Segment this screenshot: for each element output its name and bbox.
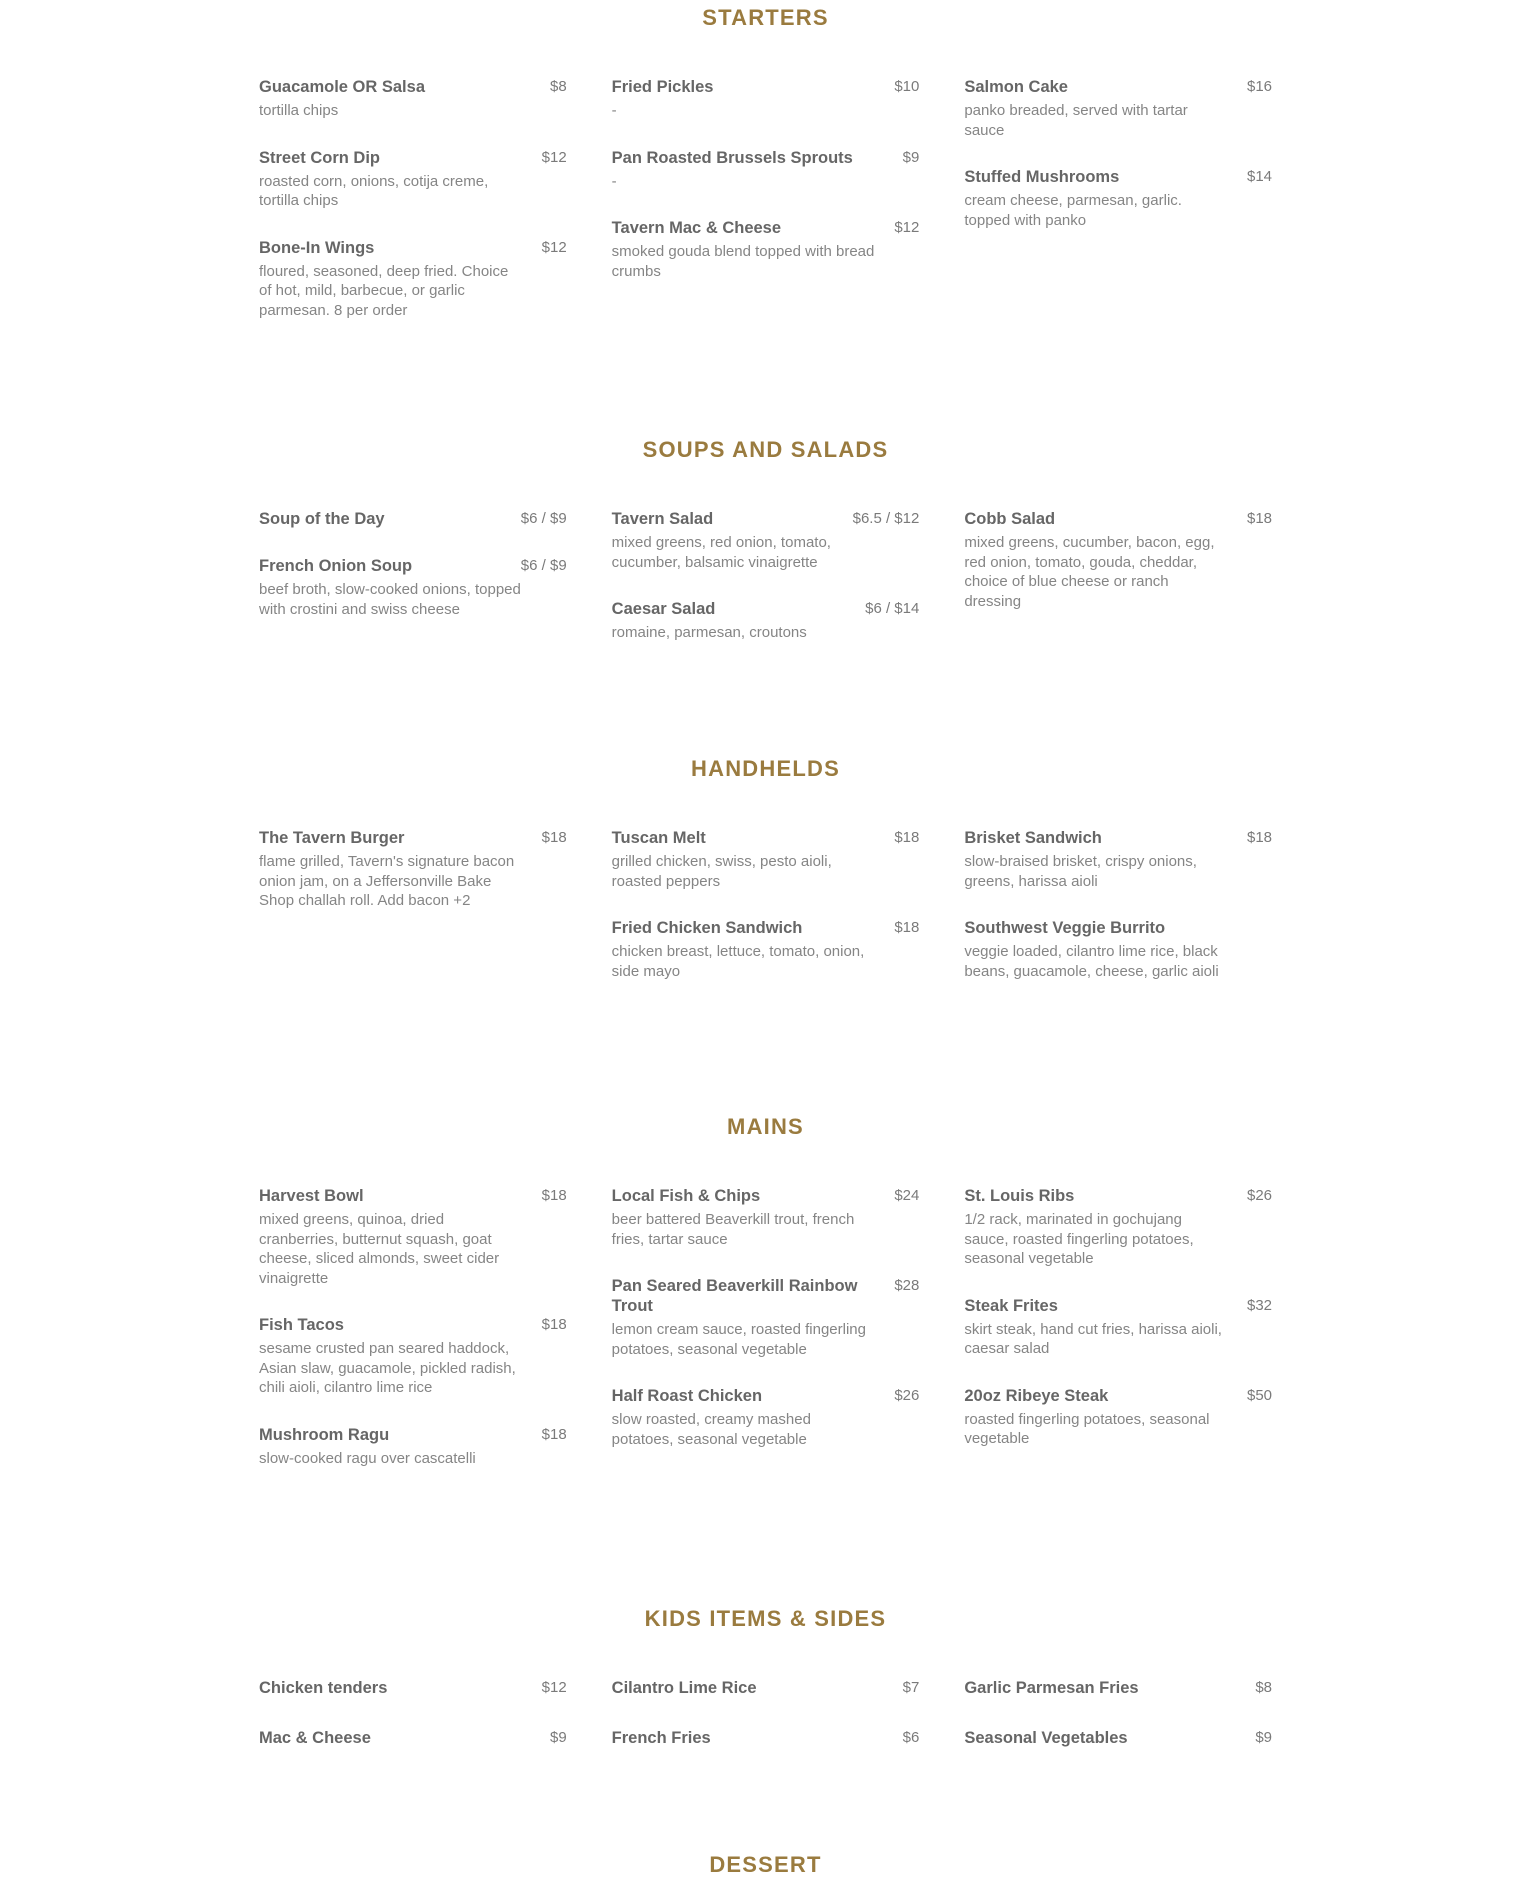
- item-price: $16: [1246, 78, 1273, 95]
- item-name: Mushroom Ragu: [259, 1425, 390, 1444]
- item-name: Cobb Salad: [964, 510, 1056, 528]
- item-name: 20oz Ribeye Steak: [964, 1386, 1109, 1405]
- menu-item: [964, 167, 1272, 230]
- menu-column: [259, 828, 567, 1008]
- menu-column: [612, 1678, 920, 1778]
- menu-item: [612, 148, 920, 192]
- item-name: Salmon Cake: [964, 78, 1068, 96]
- menu-column: [964, 509, 1272, 670]
- menu-item: [964, 1678, 1272, 1698]
- item-price: $14: [1246, 168, 1273, 185]
- menu-item: [259, 1728, 567, 1748]
- menu-item: [259, 1315, 567, 1398]
- item-price: $6: [902, 1729, 920, 1746]
- item-price: $18: [541, 1316, 567, 1333]
- item-price: $12: [894, 219, 920, 236]
- item-name: French Onion Soup: [259, 557, 413, 575]
- item-description: -: [611, 102, 617, 119]
- item-description: mixed greens, quinoa, dried cranberries, butternut squash, goat cheese, sliced almonds, sweet cider vinaigrette: [259, 1211, 500, 1287]
- item-description: tortilla chips: [259, 102, 339, 119]
- section-title: KIDS ITEMS & SIDES: [644, 1606, 887, 1631]
- item-name: The Tavern Burger: [259, 829, 405, 847]
- item-price: $12: [541, 1679, 567, 1696]
- menu-item: [259, 238, 567, 321]
- item-description: 1/2 rack, marinated in gochujang sauce, roasted fingerling potatoes, seasonal vegetable: [964, 1211, 1194, 1267]
- menu-item: [259, 77, 567, 121]
- item-description: mixed greens, cucumber, bacon, egg, red onion, tomato, gouda, cheddar, choice of blue cheese or ranch dressing: [964, 534, 1215, 610]
- item-name: Bone-In Wings: [259, 238, 375, 257]
- menu-item: [259, 509, 567, 529]
- menu-column: [964, 1678, 1272, 1778]
- menu-item: [964, 918, 1272, 981]
- item-description: smoked gouda blend topped with bread crumbs: [611, 243, 875, 280]
- item-name: Stuffed Mushrooms: [964, 168, 1120, 186]
- item-price: $6.5 / $12: [852, 510, 920, 527]
- menu-item: [259, 1186, 567, 1288]
- item-name: Harvest Bowl: [259, 1187, 364, 1205]
- menu-item: [964, 1186, 1272, 1269]
- item-price: $6 / $9: [520, 557, 567, 574]
- item-price: $12: [541, 148, 567, 166]
- menu-item: [612, 918, 920, 981]
- menu-column: [964, 1186, 1272, 1495]
- item-price: $8: [1255, 1679, 1273, 1696]
- section-title: HANDHELDS: [691, 756, 840, 781]
- section-columns: [259, 1678, 1272, 1778]
- menu-item: [964, 1296, 1272, 1359]
- menu-item: [612, 509, 920, 572]
- item-name: Tuscan Melt: [611, 829, 706, 847]
- item-description: slow roasted, creamy mashed potatoes, seasonal vegetable: [611, 1411, 811, 1448]
- item-name: Tavern Salad: [611, 510, 714, 528]
- item-price: $12: [541, 238, 567, 256]
- item-price: $18: [541, 1425, 567, 1443]
- item-name: French Fries: [611, 1729, 711, 1747]
- section-columns: [259, 1186, 1272, 1495]
- item-name: Brisket Sandwich: [964, 829, 1102, 847]
- menu-item: [612, 218, 920, 281]
- menu-column: [612, 77, 920, 347]
- item-description: beer battered Beaverkill trout, french fries, tartar sauce: [611, 1211, 855, 1248]
- section-columns: [259, 828, 1272, 1008]
- item-description: lemon cream sauce, roasted fingerling potatoes, seasonal vegetable: [611, 1321, 866, 1358]
- menu-item: [612, 1276, 920, 1359]
- item-name: Caesar Salad: [611, 600, 716, 618]
- menu-column: [259, 1678, 567, 1778]
- item-name: Pan Seared Beaverkill Rainbow Trout: [611, 1277, 858, 1315]
- item-price: $18: [1246, 829, 1273, 846]
- item-price: $18: [894, 919, 920, 936]
- item-description: -: [611, 172, 617, 190]
- item-name: Chicken tenders: [259, 1679, 388, 1697]
- item-price: $32: [1246, 1296, 1273, 1314]
- menu-column: [259, 1186, 567, 1495]
- section-columns: [259, 77, 1272, 347]
- item-price: $7: [902, 1679, 920, 1696]
- item-price: $9: [1255, 1729, 1273, 1746]
- item-name: Tavern Mac & Cheese: [611, 219, 782, 237]
- menu-item: [259, 828, 567, 911]
- menu-item: [612, 1678, 920, 1698]
- item-price: $9: [902, 148, 920, 166]
- item-description: slow-braised brisket, crispy onions, greens, harissa aioli: [964, 853, 1197, 890]
- menu-column: [259, 77, 567, 347]
- item-description: roasted corn, onions, cotija creme, tortilla chips: [259, 172, 489, 209]
- menu-item: [612, 1386, 920, 1449]
- item-name: Cilantro Lime Rice: [611, 1679, 757, 1697]
- item-name: Local Fish & Chips: [611, 1187, 761, 1205]
- section-title: DESSERT: [709, 1852, 822, 1877]
- item-name: Soup of the Day: [259, 510, 385, 528]
- menu-column: [612, 1186, 920, 1495]
- item-description: flame grilled, Tavern's signature bacon onion jam, on a Jeffersonville Bake Shop challah roll. Add bacon +2: [259, 853, 515, 909]
- item-price: $18: [1246, 510, 1273, 527]
- menu-item: [612, 1728, 920, 1748]
- item-name: Guacamole OR Salsa: [259, 78, 425, 96]
- item-price: $8: [549, 78, 567, 95]
- menu-column: [259, 509, 567, 670]
- item-description: romaine, parmesan, croutons: [611, 624, 807, 641]
- item-name: Fried Pickles: [611, 78, 714, 96]
- item-name: Steak Frites: [964, 1296, 1058, 1315]
- item-description: grilled chicken, swiss, pesto aioli, roasted peppers: [611, 853, 832, 890]
- menu-item: [259, 148, 567, 211]
- item-price: $50: [1246, 1386, 1273, 1404]
- item-price: $18: [541, 829, 567, 846]
- item-description: mixed greens, red onion, tomato, cucumber, balsamic vinaigrette: [611, 534, 831, 571]
- item-price: $10: [894, 78, 920, 95]
- item-description: beef broth, slow-cooked onions, topped with crostini and swiss cheese: [259, 581, 521, 618]
- item-name: Southwest Veggie Burrito: [964, 919, 1166, 937]
- item-name: St. Louis Ribs: [964, 1187, 1075, 1205]
- section-title: STARTERS: [702, 5, 829, 30]
- item-name: Fish Tacos: [259, 1316, 344, 1334]
- item-description: chicken breast, lettuce, tomato, onion, side mayo: [611, 943, 865, 980]
- menu-item: [964, 77, 1272, 140]
- menu-item: [612, 828, 920, 891]
- menu-column: [964, 77, 1272, 347]
- item-description: slow-cooked ragu over cascatelli: [259, 1449, 476, 1467]
- section-title: SOUPS AND SALADS: [642, 437, 889, 462]
- item-name: Mac & Cheese: [259, 1729, 371, 1747]
- item-name: Street Corn Dip: [259, 148, 381, 167]
- menu-item: [259, 1678, 567, 1698]
- menu-item: [612, 77, 920, 121]
- item-description: cream cheese, parmesan, garlic. topped with panko: [964, 192, 1182, 229]
- item-name: Half Roast Chicken: [611, 1387, 763, 1405]
- item-price: $26: [894, 1387, 920, 1404]
- menu-item: [259, 1425, 567, 1469]
- item-price: $18: [541, 1187, 567, 1204]
- section-title: MAINS: [727, 1114, 804, 1139]
- menu-column: [612, 828, 920, 1008]
- item-name: Seasonal Vegetables: [964, 1729, 1128, 1747]
- item-description: roasted fingerling potatoes, seasonal vegetable: [964, 1410, 1210, 1447]
- item-description: sesame crusted pan seared haddock, Asian slaw, guacamole, pickled radish, chili aioli, cilantro lime rice: [259, 1340, 516, 1396]
- item-price: $26: [1246, 1187, 1273, 1204]
- menu-column: [964, 828, 1272, 1008]
- item-name: Fried Chicken Sandwich: [611, 919, 803, 937]
- menu-column: [612, 509, 920, 670]
- item-price: $6 / $14: [865, 600, 920, 617]
- section-columns: [259, 509, 1272, 670]
- menu-item: [964, 1728, 1272, 1748]
- menu-item: [964, 1386, 1272, 1449]
- item-description: floured, seasoned, deep fried. Choice of hot, mild, barbecue, or garlic parmesan. 8 per order: [259, 262, 509, 319]
- item-description: veggie loaded, cilantro lime rice, black beans, guacamole, cheese, garlic aioli: [964, 943, 1219, 980]
- item-price: $24: [894, 1187, 920, 1204]
- item-price: $6 / $9: [520, 510, 567, 527]
- item-description: skirt steak, hand cut fries, harissa aioli, caesar salad: [964, 1320, 1222, 1357]
- item-name: Pan Roasted Brussels Sprouts: [611, 148, 853, 167]
- item-name: Garlic Parmesan Fries: [964, 1679, 1139, 1697]
- menu-item: [964, 828, 1272, 891]
- menu-item: [964, 509, 1272, 611]
- item-price: $28: [894, 1277, 920, 1294]
- menu-item: [612, 1186, 920, 1249]
- menu-item: [612, 599, 920, 643]
- menu-item: [259, 556, 567, 619]
- item-description: panko breaded, served with tartar sauce: [964, 102, 1188, 139]
- item-price: $18: [894, 829, 920, 846]
- item-price: $9: [549, 1729, 567, 1746]
